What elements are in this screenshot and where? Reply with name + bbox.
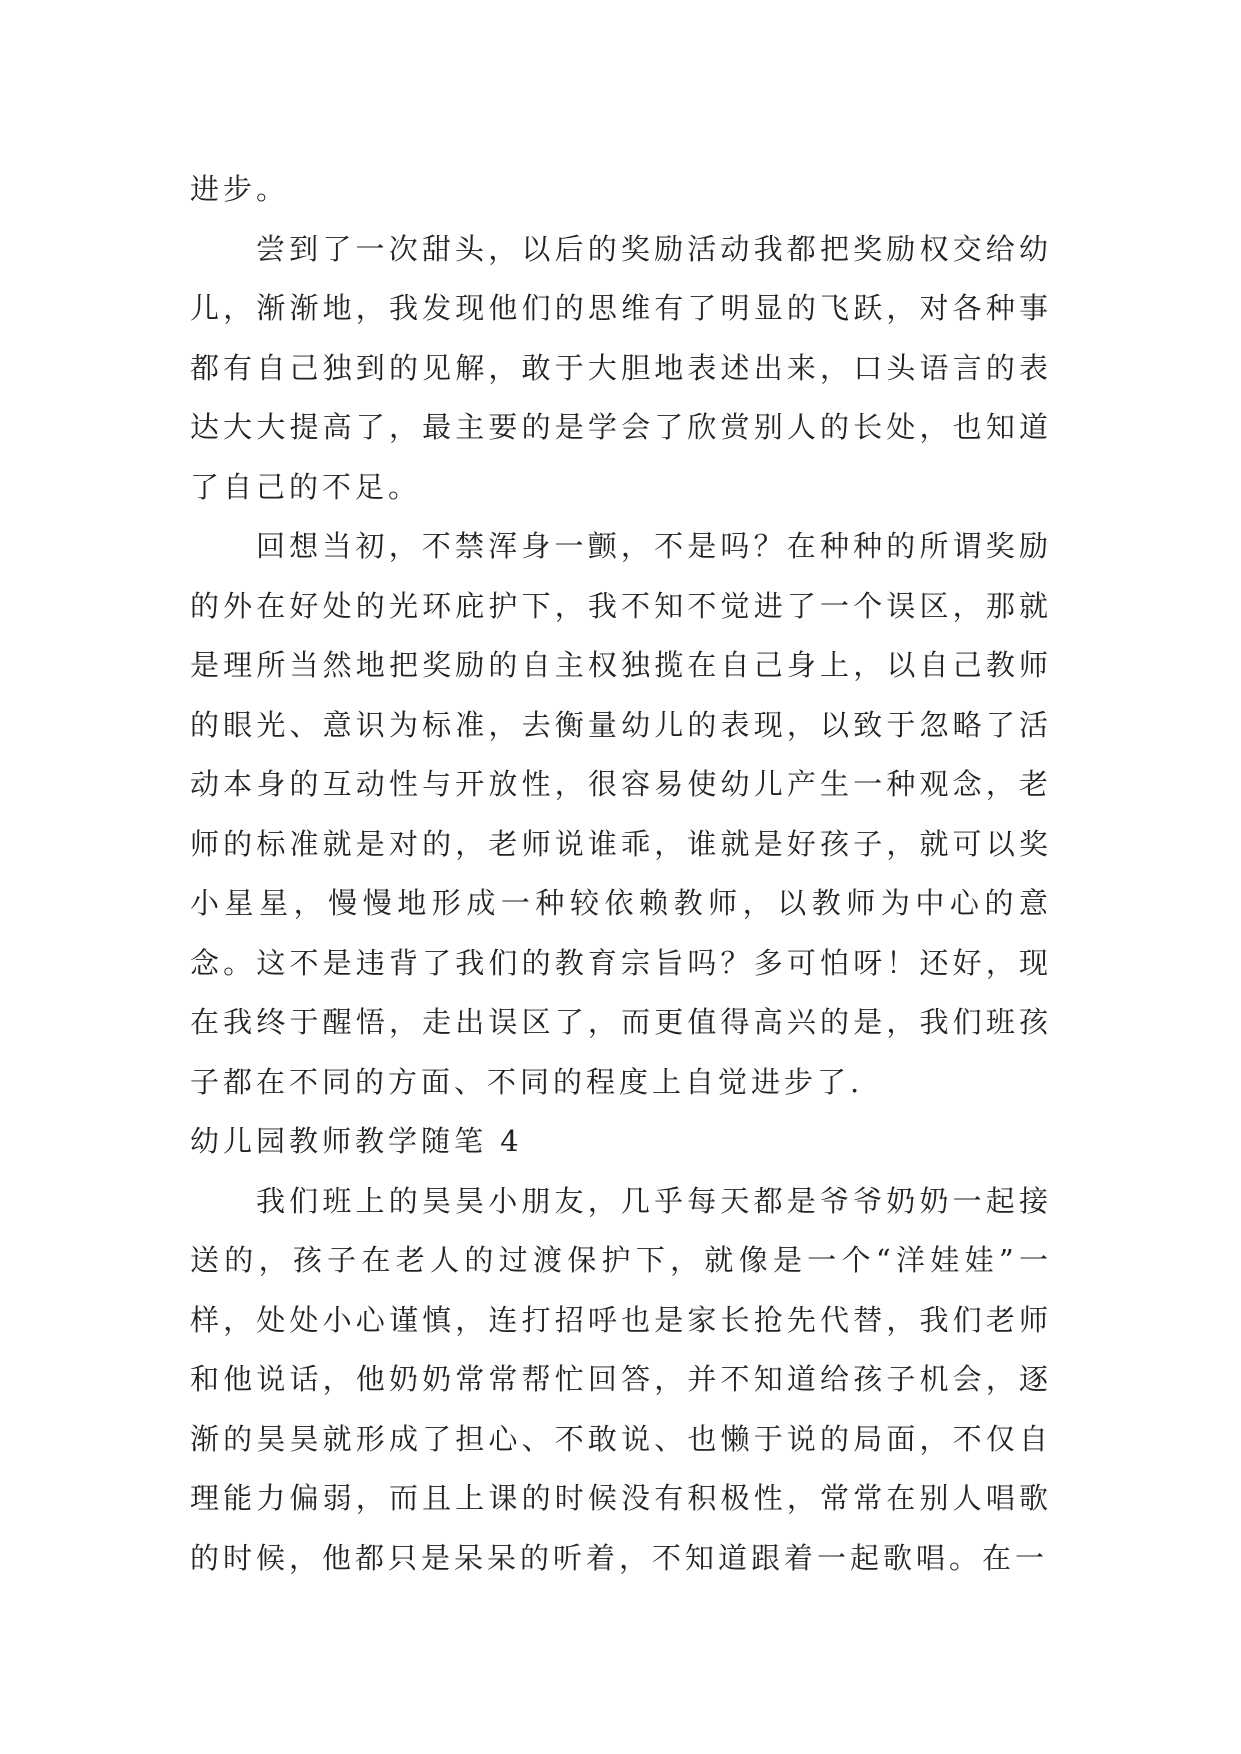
paragraph-reward-experience: 尝到了一次甜头，以后的奖励活动我都把奖励权交给幼儿，渐渐地，我发现他们的思维有了明显的飞跃，对各种事都有自己独到的见解，敢于大胆地表述出来，口头语言的表达大大提高了，最主要的是学会了欣赏别人的长处，也知道了自己的不足。 xyxy=(190,231,1052,504)
section-heading: 幼儿园教师教学随笔 4 xyxy=(190,1124,523,1158)
paragraph-continuation: 进步。 xyxy=(190,172,290,206)
paragraph-haohao-story: 我们班上的昊昊小朋友，几乎每天都是爷爷奶奶一起接送的，孩子在老人的过渡保护下，就像是一个“洋娃娃”一样，处处小心谨慎，连打招呼也是家长抢先代替，我们老师和他说话，他奶奶常常帮忙回答，并不知道给孩子机会，逐渐的昊昊就形成了担心、不敢说、也懒于说的局面，不仅自理能力偏弱，而且上课的时候没有积极性，常常在别人唱歌的时候，他都只是呆呆的听着，不知道跟着一起歌唱。在一 xyxy=(190,1183,1052,1575)
paragraph-reflection: 回想当初，不禁浑身一颤，不是吗？在种种的所谓奖励的外在好处的光环庇护下，我不知不觉进了一个误区，那就是理所当然地把奖励的自主权独揽在自己身上，以自己教师的眼光、意识为标准，去衡量幼儿的表现，以致于忽略了活动本身的互动性与开放性，很容易使幼儿产生一种观念，老师的标准就是对的，老师说谁乖，谁就是好孩子，就可以奖小星星，慢慢地形成一种较依赖教师，以教师为中心的意念。这不是违背了我们的教育宗旨吗？多可怕呀！还好，现在我终于醒悟，走出误区了，而更值得高兴的是，我们班孩子都在不同的方面、不同的程度上自觉进步了. xyxy=(190,529,1052,1099)
document-body xyxy=(190,160,1052,1588)
